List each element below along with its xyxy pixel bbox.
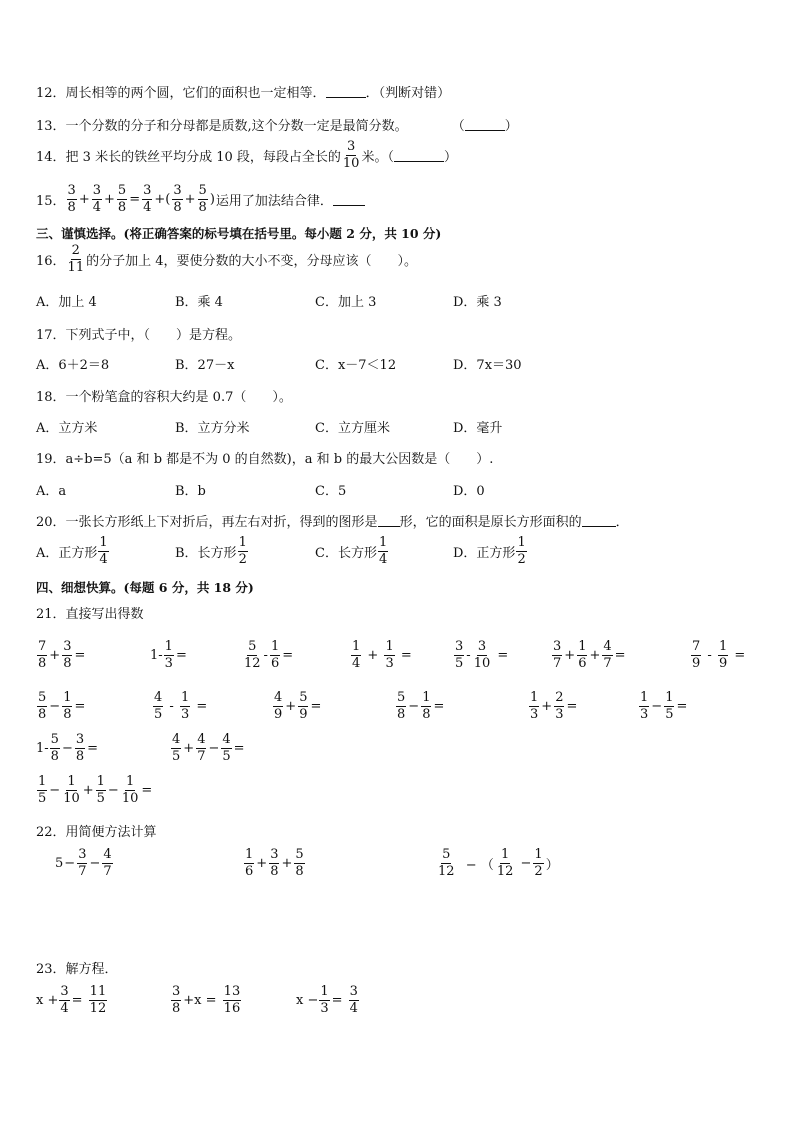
answer-blank[interactable]	[378, 514, 400, 527]
option-b[interactable]: B．长方形 $\frac{1}{2}$	[175, 535, 247, 567]
math-expression: $\frac{1}{4}$ + $\frac{1}{3}$ =	[352, 639, 412, 671]
math-expression: $\frac{4}{5}$ + $\frac{4}{7}$ − $\frac{4}{5}$ =	[172, 732, 245, 764]
question-tail: 运用了加法结合律．	[215, 193, 333, 209]
question-13: 13． 一个分数的分子和分母都是质数,这个分数一定是最简分数。 （ ）	[36, 115, 518, 134]
question-tail: ．（判断对错）	[365, 86, 451, 101]
math-expression: 5 − $\frac{3}{7}$ − $\frac{4}{7}$	[55, 847, 112, 879]
question-22	[36, 821, 157, 840]
math-expression: $\frac{1}{5}$ − $\frac{1}{10}$ + $\frac{1}{5}$ − $\frac{1}{10}$ =	[38, 774, 153, 806]
question-number: 23．	[36, 962, 66, 977]
question-number: 14．	[36, 149, 66, 165]
math-expression: 1- $\frac{5}{8}$ − $\frac{3}{8}$ =	[36, 732, 99, 764]
question-text: 下列式子中，（ ）是方程。	[65, 328, 242, 343]
equation: x + $\frac{3}{4}$ = $\frac{11}{12}$	[36, 984, 107, 1016]
option-a[interactable]: A．6＋2＝8	[36, 358, 110, 373]
option-b[interactable]: B．27－x	[175, 358, 235, 373]
question-text: 一个粉笔盒的容积大约是 0.7（ ）。	[65, 390, 292, 405]
math-expression: $\frac{3}{7}$ + $\frac{1}{6}$ + $\frac{4}{7}$ =	[553, 639, 626, 671]
answer-blank[interactable]	[394, 149, 444, 162]
question-15: 15． $\frac{3}{8}$ + $\frac{3}{4}$ + $\frac{5}{8}$ = $\frac{3}{4}$ +( $\frac{3}{8}$ + $\frac{5}{8}$ ) 运用了加法结合律．	[36, 184, 365, 214]
question-text: a÷b=5（a 和 b 都是不为 0 的自然数)，a 和 b 的最大公因数是（ ）.	[65, 452, 494, 467]
math-expression: $\frac{7}{8}$ + $\frac{3}{8}$ =	[38, 639, 86, 671]
math-expression: $\frac{4}{5}$ - $\frac{1}{3}$ =	[154, 690, 208, 722]
question-number: 21．	[36, 607, 66, 622]
option-d[interactable]: D．正方形 $\frac{1}{2}$	[453, 535, 526, 567]
question-16	[36, 244, 417, 274]
question-20: 20． 一张长方形纸上下对折后，再左右对折，得到的图形是 形，它的面积是原长方形面积的 ．	[36, 511, 629, 530]
option-d[interactable]: D．乘 3	[453, 295, 502, 310]
option-c[interactable]: C．加上 3	[315, 295, 377, 310]
question-18	[36, 386, 292, 405]
option-d[interactable]: D．0	[453, 484, 485, 499]
question-text: 用简便方法计算	[65, 825, 157, 840]
option-b[interactable]: B．乘 4	[175, 295, 223, 310]
answer-blank[interactable]	[465, 118, 505, 131]
option-d[interactable]: D．7x＝30	[453, 358, 522, 373]
question-17	[36, 324, 241, 343]
option-c[interactable]: C．立方厘米	[315, 421, 390, 436]
question-number: 18．	[36, 390, 66, 405]
fraction: $\frac{3}{10}$	[342, 139, 360, 171]
question-number: 22．	[36, 825, 66, 840]
option-a[interactable]: A．立方米	[36, 421, 98, 436]
question-number: 16．	[36, 253, 66, 269]
question-text: 把 3 米长的铁丝平均分成 10 段，每段占全长的	[65, 149, 341, 165]
math-expression: $\frac{5}{12}$ - $\frac{1}{6}$ =	[244, 639, 294, 671]
math-expression: 1- $\frac{1}{3}$ =	[150, 639, 187, 671]
option-c[interactable]: C．长方形 $\frac{1}{4}$	[315, 535, 388, 567]
fraction: $\frac{2}{11}$	[67, 243, 85, 275]
option-c[interactable]: C．x－7＜12	[315, 358, 397, 373]
section-heading-4: 四、细想快算。(每题 6 分，共 18 分)	[36, 580, 254, 595]
question-14: 14． 把 3 米长的铁丝平均分成 10 段，每段占全长的 $\frac{3}{10}$ 米。（ ）	[36, 139, 457, 171]
option-a[interactable]: A．正方形 $\frac{1}{4}$	[36, 535, 108, 567]
option-a[interactable]: A．加上 4	[36, 295, 97, 310]
answer-blank[interactable]	[326, 85, 366, 98]
option-b[interactable]: B．立方分米	[175, 421, 250, 436]
answer-blank[interactable]	[333, 193, 365, 206]
question-text: 的分子加上 4，要使分数的大小不变，分母应该（ ）。	[86, 253, 417, 269]
question-12	[36, 82, 450, 101]
math-expression: $\frac{1}{3}$ + $\frac{2}{3}$ =	[530, 690, 578, 722]
question-text: 直接写出得数	[65, 607, 144, 622]
question-text: 周长相等的两个圆，它们的面积也一定相等．	[65, 86, 326, 101]
math-expression: $\frac{4}{9}$ + $\frac{5}{9}$ =	[274, 690, 322, 722]
question-number: 20．	[36, 515, 66, 530]
question-number: 17．	[36, 328, 66, 343]
question-number: 19．	[36, 452, 66, 467]
question-text: 解方程．	[65, 962, 118, 977]
math-expression: $\frac{5}{8}$ − $\frac{1}{8}$ =	[38, 690, 86, 722]
question-23	[36, 958, 118, 977]
option-d[interactable]: D．毫升	[453, 421, 503, 436]
equation: x − $\frac{1}{3}$ = $\frac{3}{4}$	[296, 984, 358, 1016]
question-number: 15．	[36, 193, 66, 209]
section-heading-3: 三、谨慎选择。(将正确答案的标号填在括号里。每小题 2 分，共 10 分)	[36, 226, 442, 241]
math-expression: $\frac{1}{6}$ + $\frac{3}{8}$ + $\frac{5}{8}$	[245, 847, 304, 879]
answer-blank[interactable]	[582, 514, 616, 527]
question-21	[36, 603, 144, 622]
question-number: 13．	[36, 119, 66, 134]
math-expression: $\frac{5}{8}$ − $\frac{1}{8}$ =	[397, 690, 445, 722]
math-expression: $\frac{1}{3}$ − $\frac{1}{5}$ =	[640, 690, 688, 722]
question-19	[36, 448, 493, 467]
option-a[interactable]: A．a	[36, 484, 67, 499]
math-expression: $\frac{5}{12}$ − （ $\frac{1}{12}$ − $\frac{1}{2}$ ）	[438, 847, 559, 879]
option-b[interactable]: B．b	[175, 484, 206, 499]
math-expression: $\frac{3}{5}$ - $\frac{3}{10}$ =	[455, 639, 509, 671]
equation: $\frac{3}{8}$ +x = $\frac{13}{16}$	[172, 984, 241, 1016]
question-number: 12．	[36, 86, 66, 101]
question-text: 一个分数的分子和分母都是质数,这个分数一定是最简分数。	[65, 119, 408, 134]
option-c[interactable]: C．5	[315, 484, 347, 499]
question-text: 一张长方形纸上下对折后，再左右对折，得到的图形是	[65, 515, 378, 530]
math-expression: $\frac{7}{9}$ - $\frac{1}{9}$ =	[692, 639, 746, 671]
